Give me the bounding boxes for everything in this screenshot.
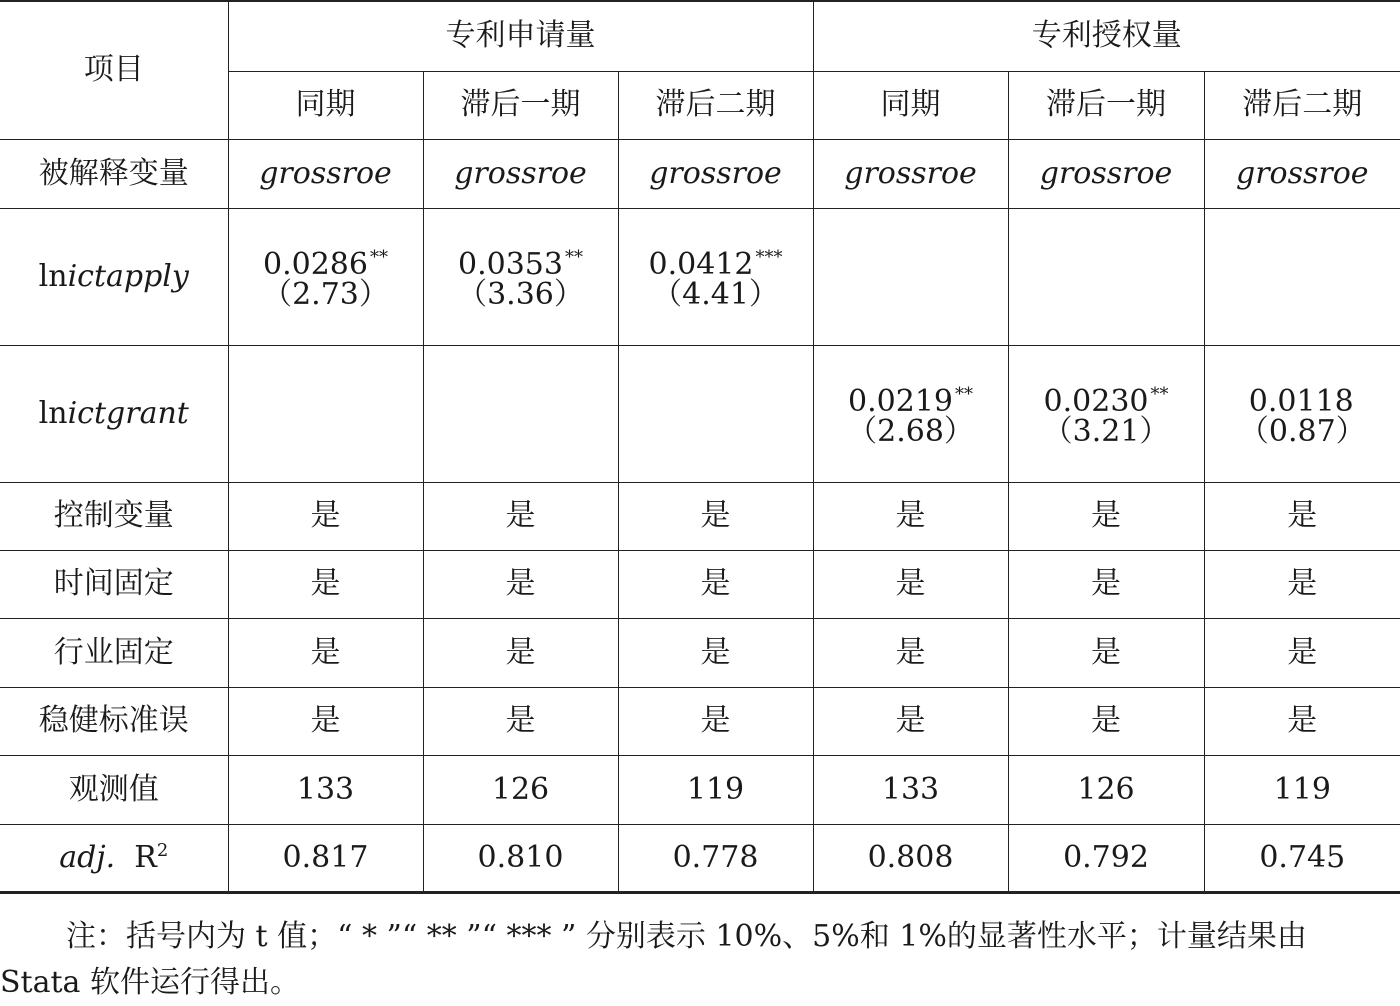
significance-stars: ** (955, 384, 973, 405)
row-label (0, 208, 228, 345)
table-cell: 是 (813, 550, 1008, 618)
var-name: ictapply (67, 258, 189, 294)
coef-cell (423, 208, 618, 345)
dep-var-cell: grossroe (1008, 139, 1204, 208)
coef-value: 0.0219 (848, 384, 953, 419)
table-row (0, 345, 1400, 482)
coef-cell (1204, 208, 1400, 345)
row-label: 行业固定 (0, 618, 228, 687)
header-group-grant: 专利授权量 (813, 1, 1400, 71)
header-sub: 同期 (813, 71, 1008, 139)
table-cell: 是 (813, 618, 1008, 687)
ln-prefix: ln (38, 395, 68, 431)
table-cell: 是 (423, 618, 618, 687)
header-group-apply: 专利申请量 (228, 1, 813, 71)
table-cell: 0.817 (228, 824, 423, 892)
header-sub: 滞后一期 (1008, 71, 1204, 139)
note-line-2: Stata 软件运行得出。 (0, 965, 300, 1000)
t-stat: （2.68） (847, 414, 974, 449)
row-label: 稳健标准误 (0, 687, 228, 755)
coef-cell (813, 208, 1008, 345)
table-cell: 133 (813, 755, 1008, 824)
table-row (0, 208, 1400, 345)
row-label (0, 824, 228, 892)
row-label: 被解释变量 (0, 139, 228, 208)
coef-cell (1204, 345, 1400, 482)
table-cell: 是 (618, 618, 813, 687)
table-cell: 是 (618, 687, 813, 755)
table-cell: 是 (618, 550, 813, 618)
table-cell: 是 (423, 550, 618, 618)
row-label (0, 345, 228, 482)
table-cell: 是 (423, 687, 618, 755)
table-cell: 0.792 (1008, 824, 1204, 892)
significance-stars: ** (369, 247, 388, 268)
header-sub: 滞后二期 (1204, 71, 1400, 139)
table-cell: 是 (423, 482, 618, 550)
table-cell: 是 (228, 482, 423, 550)
coef-value: 0.0230 (1043, 384, 1149, 419)
table-cell: 是 (1204, 687, 1400, 755)
table-cell: 是 (1008, 482, 1204, 550)
table-row (0, 550, 1400, 618)
t-stat: （3.21） (1042, 414, 1170, 449)
coef-value: 0.0286 (263, 247, 368, 282)
row-label: 时间固定 (0, 550, 228, 618)
coef-value: 0.0353 (458, 247, 563, 282)
header-item: 项目 (0, 1, 228, 139)
coef-cell (618, 345, 813, 482)
coef-cell (423, 345, 618, 482)
table-row (0, 687, 1400, 755)
table-cell: 119 (618, 755, 813, 824)
t-stat: （2.73） (262, 277, 389, 312)
coef-cell (1008, 208, 1204, 345)
significance-stars: ** (564, 247, 583, 268)
r-label: R (134, 840, 157, 875)
table-cell: 是 (813, 687, 1008, 755)
t-stat: （3.36） (457, 277, 584, 312)
row-label: 观测值 (0, 755, 228, 824)
table-note (0, 914, 1400, 1006)
coef-cell (813, 345, 1008, 482)
table-cell: 0.808 (813, 824, 1008, 892)
table-cell: 是 (1204, 550, 1400, 618)
table-cell: 126 (423, 755, 618, 824)
table-row (0, 618, 1400, 687)
table-cell: 133 (228, 755, 423, 824)
row-label: 控制变量 (0, 482, 228, 550)
header-sub: 滞后二期 (618, 71, 813, 139)
coef-cell (618, 208, 813, 345)
table-cell: 0.778 (618, 824, 813, 892)
coef-cell (1008, 345, 1204, 482)
dep-var-cell: grossroe (813, 139, 1008, 208)
dep-var-cell: grossroe (423, 139, 618, 208)
table-cell: 是 (228, 687, 423, 755)
header-sub: 滞后一期 (423, 71, 618, 139)
header-sub: 同期 (228, 71, 423, 139)
table-row (0, 824, 1400, 892)
adj-label: adj. (59, 840, 116, 875)
coef-cell (228, 345, 423, 482)
table-cell: 是 (1008, 550, 1204, 618)
table-cell: 是 (228, 618, 423, 687)
table-cell: 是 (618, 482, 813, 550)
significance-stars: *** (755, 247, 783, 268)
table-cell: 126 (1008, 755, 1204, 824)
table-cell: 是 (1008, 687, 1204, 755)
table-row (0, 139, 1400, 208)
coef-value: 0.0118 (1248, 384, 1354, 419)
dep-var-cell: grossroe (228, 139, 423, 208)
table-cell: 是 (228, 550, 423, 618)
table-cell: 是 (1204, 618, 1400, 687)
t-stat: （4.41） (652, 277, 779, 312)
ln-prefix: ln (38, 258, 68, 294)
table-cell: 是 (1008, 618, 1204, 687)
r-superscript: 2 (156, 840, 169, 861)
table-cell: 是 (813, 482, 1008, 550)
table-cell: 119 (1204, 755, 1400, 824)
table-cell: 是 (1204, 482, 1400, 550)
table-row (0, 482, 1400, 550)
table-cell: 0.810 (423, 824, 618, 892)
table-row (0, 755, 1400, 824)
coef-value: 0.0412 (648, 247, 754, 282)
dep-var-cell: grossroe (618, 139, 813, 208)
significance-stars: ** (1150, 384, 1169, 405)
var-name: ictgrant (67, 395, 189, 431)
table-cell: 0.745 (1204, 824, 1400, 892)
note-line-1: 注：括号内为 t 值；“ * ”“ ** ”“ *** ” 分别表示 10%、5%和 1%的显著性水平；计量结果由 (66, 919, 1307, 954)
coef-cell (228, 208, 423, 345)
t-stat: （0.87） (1238, 414, 1366, 449)
dep-var-cell: grossroe (1204, 139, 1400, 208)
